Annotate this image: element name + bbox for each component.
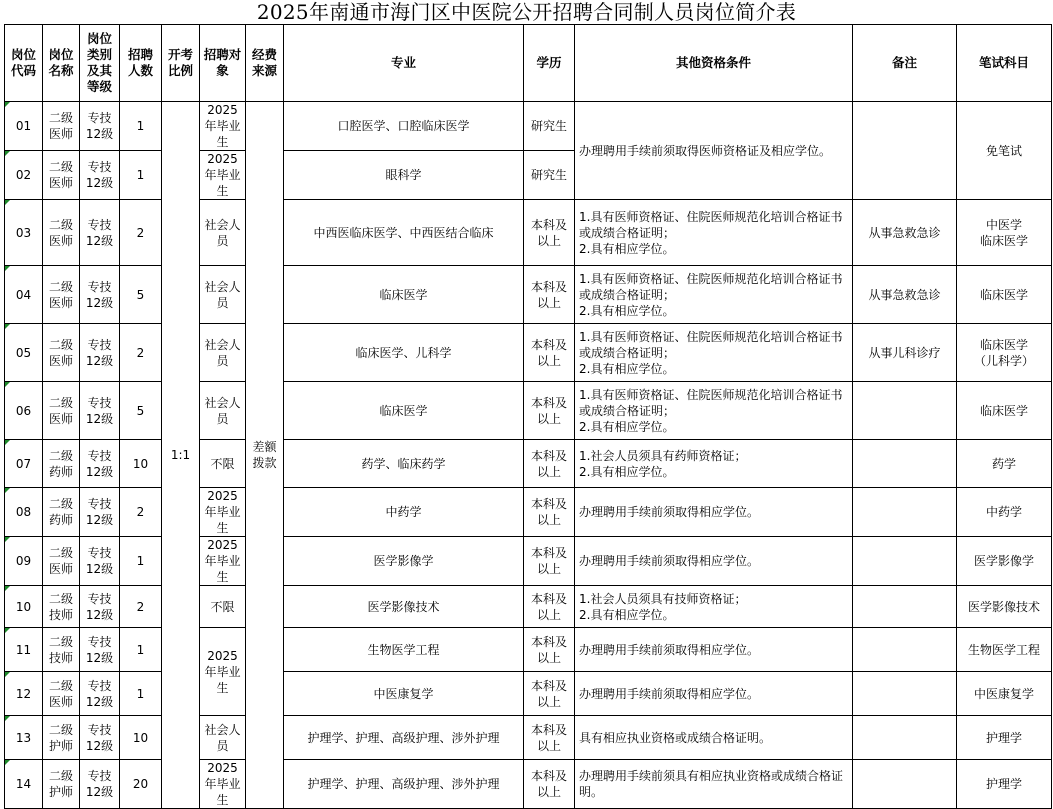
cell-code: 06: [5, 382, 43, 440]
cell-education: 本科及以上: [524, 488, 575, 537]
cell-exam: 生物医学工程: [957, 628, 1052, 672]
cell-major: 护理学、护理、高级护理、涉外护理: [284, 716, 524, 760]
cell-remarks: [853, 586, 957, 628]
cell-grade: 专技12级: [80, 537, 120, 586]
cell-name: 二级医师: [43, 151, 80, 200]
cell-ratio: 1:1: [162, 102, 200, 809]
cell-major: 医学影像技术: [284, 586, 524, 628]
cell-conditions: 1.具有医师资格证、住院医师规范化培训合格证书或成绩合格证明； 2.具有相应学位。: [575, 200, 853, 266]
cell-remarks: [853, 102, 957, 200]
cell-education: 本科及以上: [524, 324, 575, 382]
cell-name: 二级医师: [43, 537, 80, 586]
cell-conditions: 1.具有医师资格证、住院医师规范化培训合格证书或成绩合格证明； 2.具有相应学位。: [575, 324, 853, 382]
header-remarks: 备注: [853, 25, 957, 102]
cell-major: 口腔医学、口腔临床医学: [284, 102, 524, 151]
cell-code: 09: [5, 537, 43, 586]
cell-exam: 中医学 临床医学: [957, 200, 1052, 266]
cell-target: 社会人员: [200, 382, 246, 440]
cell-major: 护理学、护理、高级护理、涉外护理: [284, 760, 524, 809]
cell-grade: 专技12级: [80, 151, 120, 200]
cell-grade: 专技12级: [80, 324, 120, 382]
header-conditions: 其他资格条件: [575, 25, 853, 102]
cell-grade: 专技12级: [80, 266, 120, 324]
header-row: [5, 25, 1052, 102]
cell-name: 二级医师: [43, 102, 80, 151]
cell-name: 二级医师: [43, 672, 80, 716]
cell-education: 研究生: [524, 102, 575, 151]
cell-major: 医学影像学: [284, 537, 524, 586]
cell-exam: 中医康复学: [957, 672, 1052, 716]
cell-target: 不限: [200, 440, 246, 488]
cell-exam: 药学: [957, 440, 1052, 488]
cell-conditions: 1.具有医师资格证、住院医师规范化培训合格证书或成绩合格证明； 2.具有相应学位。: [575, 382, 853, 440]
cell-education: 本科及以上: [524, 382, 575, 440]
cell-code: 03: [5, 200, 43, 266]
cell-name: 二级医师: [43, 382, 80, 440]
header-name: 岗位名称: [43, 25, 80, 102]
cell-target: 2025年毕业生: [200, 628, 246, 716]
cell-count: 20: [120, 760, 162, 809]
cell-grade: 专技12级: [80, 102, 120, 151]
cell-major: 中药学: [284, 488, 524, 537]
cell-code: 13: [5, 716, 43, 760]
cell-count: 2: [120, 200, 162, 266]
cell-count: 10: [120, 716, 162, 760]
cell-grade: 专技12级: [80, 672, 120, 716]
cell-count: 1: [120, 628, 162, 672]
cell-name: 二级护师: [43, 716, 80, 760]
cell-grade: 专技12级: [80, 200, 120, 266]
cell-code: 01: [5, 102, 43, 151]
cell-remarks: 从事急救急诊: [853, 200, 957, 266]
cell-major: 药学、临床药学: [284, 440, 524, 488]
cell-target: 2025年毕业生: [200, 102, 246, 151]
cell-name: 二级医师: [43, 324, 80, 382]
cell-major: 临床医学: [284, 382, 524, 440]
cell-code: 08: [5, 488, 43, 537]
cell-major: 中西医临床医学、中西医结合临床: [284, 200, 524, 266]
cell-target: 不限: [200, 586, 246, 628]
cell-target: 2025年毕业生: [200, 151, 246, 200]
cell-count: 10: [120, 440, 162, 488]
cell-conditions: 1.具有医师资格证、住院医师规范化培训合格证书或成绩合格证明； 2.具有相应学位。: [575, 266, 853, 324]
cell-count: 2: [120, 586, 162, 628]
cell-conditions: 1.社会人员须具有技师资格证； 2.具有相应学位。: [575, 586, 853, 628]
cell-grade: 专技12级: [80, 440, 120, 488]
cell-education: 本科及以上: [524, 628, 575, 672]
table-row: [5, 102, 1052, 151]
cell-exam: 临床医学: [957, 266, 1052, 324]
cell-name: 二级技师: [43, 586, 80, 628]
cell-code: 10: [5, 586, 43, 628]
cell-major: 生物医学工程: [284, 628, 524, 672]
header-major: 专业: [284, 25, 524, 102]
cell-remarks: 从事儿科诊疗: [853, 324, 957, 382]
cell-target: 2025年毕业生: [200, 488, 246, 537]
header-exam: 笔试科目: [957, 25, 1052, 102]
cell-code: 14: [5, 760, 43, 809]
cell-major: 中医康复学: [284, 672, 524, 716]
header-ratio: 开考比例: [162, 25, 200, 102]
page-title: 2025年南通市海门区中医院公开招聘合同制人员岗位简介表: [256, 0, 797, 24]
cell-code: 02: [5, 151, 43, 200]
cell-name: 二级药师: [43, 488, 80, 537]
cell-name: 二级技师: [43, 628, 80, 672]
cell-remarks: 从事急救急诊: [853, 266, 957, 324]
header-funding: 经费来源: [246, 25, 284, 102]
cell-count: 2: [120, 488, 162, 537]
cell-remarks: [853, 382, 957, 440]
cell-name: 二级药师: [43, 440, 80, 488]
cell-exam: 临床医学: [957, 382, 1052, 440]
cell-name: 二级医师: [43, 200, 80, 266]
positions-table: [4, 24, 1052, 809]
cell-major: 临床医学、儿科学: [284, 324, 524, 382]
header-education: 学历: [524, 25, 575, 102]
cell-education: 本科及以上: [524, 586, 575, 628]
cell-remarks: [853, 672, 957, 716]
cell-code: 11: [5, 628, 43, 672]
cell-education: 本科及以上: [524, 440, 575, 488]
cell-target: 社会人员: [200, 716, 246, 760]
cell-target: 2025年毕业生: [200, 537, 246, 586]
cell-count: 1: [120, 672, 162, 716]
cell-exam: 临床医学 （儿科学）: [957, 324, 1052, 382]
cell-conditions: 1.社会人员须具有药师资格证； 2.具有相应学位。: [575, 440, 853, 488]
cell-conditions: 办理聘用手续前须具有相应执业资格或成绩合格证明。: [575, 760, 853, 809]
cell-exam: 护理学: [957, 760, 1052, 809]
cell-conditions: 办理聘用手续前须取得相应学位。: [575, 537, 853, 586]
cell-education: 本科及以上: [524, 266, 575, 324]
cell-conditions: 办理聘用手续前须取得相应学位。: [575, 488, 853, 537]
cell-count: 2: [120, 324, 162, 382]
cell-grade: 专技12级: [80, 586, 120, 628]
cell-grade: 专技12级: [80, 628, 120, 672]
cell-count: 1: [120, 102, 162, 151]
cell-target: 社会人员: [200, 324, 246, 382]
header-code: 岗位代码: [5, 25, 43, 102]
cell-count: 5: [120, 382, 162, 440]
cell-exam: 免笔试: [957, 102, 1052, 200]
cell-education: 研究生: [524, 151, 575, 200]
cell-conditions: 办理聘用手续前须取得相应学位。: [575, 628, 853, 672]
cell-code: 12: [5, 672, 43, 716]
cell-major: 眼科学: [284, 151, 524, 200]
cell-education: 本科及以上: [524, 537, 575, 586]
cell-exam: 医学影像技术: [957, 586, 1052, 628]
cell-education: 本科及以上: [524, 760, 575, 809]
cell-remarks: [853, 440, 957, 488]
cell-count: 1: [120, 151, 162, 200]
cell-exam: 中药学: [957, 488, 1052, 537]
header-grade: 岗位类别及其等级: [80, 25, 120, 102]
cell-education: 本科及以上: [524, 200, 575, 266]
cell-grade: 专技12级: [80, 760, 120, 809]
cell-grade: 专技12级: [80, 488, 120, 537]
cell-name: 二级医师: [43, 266, 80, 324]
header-count: 招聘人数: [120, 25, 162, 102]
cell-target: 社会人员: [200, 266, 246, 324]
cell-remarks: [853, 537, 957, 586]
cell-code: 07: [5, 440, 43, 488]
cell-exam: 护理学: [957, 716, 1052, 760]
cell-major: 临床医学: [284, 266, 524, 324]
header-target: 招聘对象: [200, 25, 246, 102]
cell-conditions: 办理聘用手续前须取得相应学位。: [575, 672, 853, 716]
cell-funding: 差额拨款: [246, 102, 284, 809]
cell-count: 1: [120, 537, 162, 586]
cell-grade: 专技12级: [80, 716, 120, 760]
cell-target: 社会人员: [200, 200, 246, 266]
cell-remarks: [853, 760, 957, 809]
cell-education: 本科及以上: [524, 716, 575, 760]
cell-code: 04: [5, 266, 43, 324]
cell-remarks: [853, 628, 957, 672]
cell-grade: 专技12级: [80, 382, 120, 440]
cell-conditions: 办理聘用手续前须取得医师资格证及相应学位。: [575, 102, 853, 200]
cell-code: 05: [5, 324, 43, 382]
cell-education: 本科及以上: [524, 672, 575, 716]
cell-exam: 医学影像学: [957, 537, 1052, 586]
cell-count: 5: [120, 266, 162, 324]
cell-conditions: 具有相应执业资格或成绩合格证明。: [575, 716, 853, 760]
cell-name: 二级护师: [43, 760, 80, 809]
cell-target: 2025年毕业生: [200, 760, 246, 809]
cell-remarks: [853, 716, 957, 760]
cell-remarks: [853, 488, 957, 537]
